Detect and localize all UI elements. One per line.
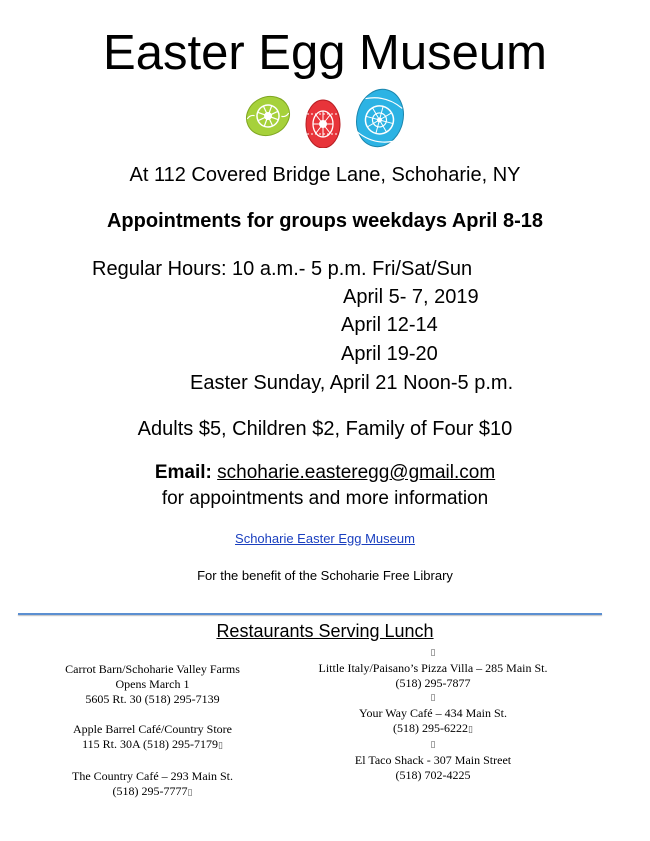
restaurant-address-phone-line — [40, 737, 265, 754]
admission-prices: Adults $5, Children $2, Family of Four $10 — [137, 418, 513, 440]
restaurant-list-right — [272, 646, 594, 783]
email-label: Email: — [154, 462, 212, 483]
restaurant-name: El Taco Shack - 307 Main Street — [354, 753, 512, 767]
restaurant-address-phone: 5605 Rt. 30 (518) 295-7139 — [85, 692, 220, 706]
restaurants-heading: Restaurants Serving Lunch — [216, 621, 434, 641]
restaurant-phone-line — [272, 721, 594, 738]
email-address-link[interactable]: schoharie.easteregg@gmail.com — [217, 462, 496, 483]
blue-egg-icon — [350, 88, 409, 148]
museum-website-link[interactable]: Schoharie Easter Egg Museum — [235, 531, 415, 546]
green-egg-icon — [240, 89, 296, 142]
placeholder-glyph: ▯ — [468, 725, 473, 735]
restaurant-name: The Country Café – 293 Main St. — [72, 769, 233, 783]
page-title: Easter Egg Museum — [103, 26, 547, 80]
regular-hours: Regular Hours: 10 a.m.- 5 p.m. Fri/Sat/Sun — [92, 258, 473, 280]
easter-eggs-illustration — [238, 88, 413, 148]
restaurant-phone: (518) 295-7877 — [395, 676, 471, 690]
restaurant-name: Little Italy/Paisano’s Pizza Villa – 285 Main St. — [318, 661, 548, 675]
restaurant-note: Opens March 1 — [115, 677, 190, 691]
placeholder-glyph: ▯ — [187, 788, 193, 798]
restaurant-address-phone: 115 Rt. 30A (518) 295-7179 — [82, 737, 218, 751]
placeholder-glyph: ▯ — [430, 648, 436, 658]
group-appointments: Appointments for groups weekdays April 8-18 — [106, 210, 543, 232]
benefit-note: For the benefit of the Schoharie Free Library — [197, 568, 453, 583]
placeholder-glyph: ▯ — [430, 693, 436, 703]
easter-sunday-hours: Easter Sunday, April 21 Noon-5 p.m. — [190, 372, 514, 394]
restaurant-phone: (518) 295-6222 — [393, 721, 469, 735]
hours-date-3: April 19-20 — [341, 343, 438, 365]
museum-address: At 112 Covered Bridge Lane, Schoharie, NY — [129, 164, 521, 186]
email-line — [0, 462, 650, 484]
restaurant-phone: (518) 295-7777 — [112, 784, 188, 798]
restaurant-list-left — [40, 662, 265, 801]
email-description: for appointments and more information — [161, 488, 489, 509]
restaurant-name: Your Way Café – 434 Main St. — [359, 706, 507, 720]
hours-date-2: April 12-14 — [341, 314, 438, 336]
restaurant-phone-line — [40, 784, 265, 801]
restaurant-phone: (518) 702-4225 — [395, 768, 471, 782]
restaurant-name: Apple Barrel Café/Country Store — [73, 722, 232, 736]
placeholder-glyph: ▯ — [217, 741, 223, 751]
restaurant-name: Carrot Barn/Schoharie Valley Farms — [65, 662, 240, 676]
hours-date-1: April 5- 7, 2019 — [343, 286, 479, 308]
section-divider — [18, 613, 602, 615]
red-egg-icon — [306, 100, 340, 148]
placeholder-glyph: ▯ — [430, 740, 436, 750]
